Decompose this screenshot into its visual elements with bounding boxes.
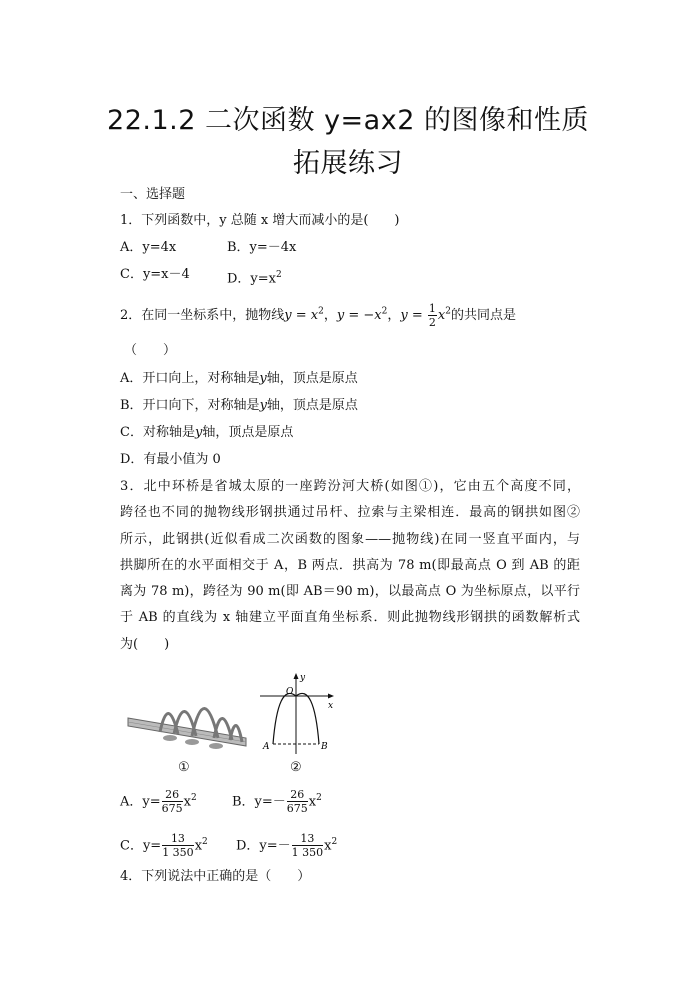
q2-option-c: C．对称轴是y轴，顶点是原点 [120, 425, 294, 440]
figure-2-label: ② [290, 760, 302, 775]
point-b-label: B [321, 742, 328, 752]
q4-stem: 4．下列说法中正确的是（ ） [120, 869, 311, 884]
page-title: 22.1.2 二次函数 y=ax2 的图像和性质 [107, 105, 589, 136]
parabola-figure [256, 670, 340, 756]
q3-stem: 3．北中环桥是省城太原的一座跨汾河大桥(如图①)，它由五个高度不同， 跨径也不同的抛物线形钢拱通过吊杆、拉索与主梁相连．最高的钢拱如图② 所示，此钢拱(近似看成二次函数的图象——抛物线)在同一竖直平面内，与 拱脚所在的水平面相交于 A，B 两点．拱高为 78 m(即最高点 O 到 AB 的距 离为 78 m)，跨径为 90 m(即 AB＝90 m)，以最高点 O 为坐标原点，以平行 于 AB 的直线为 x 轴建立平面直角坐标系．则此抛物线形钢拱的函数解析式 为( ) [120, 479, 580, 652]
q3-option-c: C．y= $\frac{13}{1 350}$ $x^2$ [120, 832, 208, 860]
q3-option-a: A．y= $\frac{26}{675}$ $x^2$ [120, 788, 197, 816]
q1-option-a: A．y=4x [120, 240, 177, 255]
q3-option-d: D．y=－ $\frac{13}{1 350}$ $x^2$ [236, 832, 338, 860]
q2-stem: 2．在同一坐标系中，抛物线$y = x^2$，$y = -x^2$，y = $\frac{1}{2}$ $x^2$的共同点是 [120, 302, 517, 329]
q3-option-b: B．y=－ $\frac{26}{675}$ $x^2$ [232, 788, 322, 816]
q1-stem: 1．下列函数中，y 总随 x 增大而减小的是( ) [120, 213, 400, 228]
x-axis-label: x [328, 701, 334, 711]
q1-option-b: B．y=－4x [227, 240, 297, 255]
q2-option-a: A．开口向上，对称轴是y轴，顶点是原点 [120, 371, 358, 386]
figure-1-label: ① [178, 760, 190, 775]
page-subtitle: 拓展练习 [293, 148, 403, 179]
q2-option-d: D．有最小值为 0 [120, 452, 221, 467]
q1-option-c: C．y=x－4 [120, 267, 190, 282]
y-axis-label: y [300, 673, 306, 683]
section-heading: 一、选择题 [120, 187, 186, 202]
point-a-label: A [263, 742, 270, 752]
bridge-figure [122, 680, 252, 760]
q1-option-d: D．$y=x^2$ [227, 270, 282, 287]
q2-answer-paren: （ ） [124, 343, 177, 358]
q2-option-b: B．开口向下，对称轴是y轴，顶点是原点 [120, 398, 358, 413]
origin-label: O [286, 687, 294, 697]
